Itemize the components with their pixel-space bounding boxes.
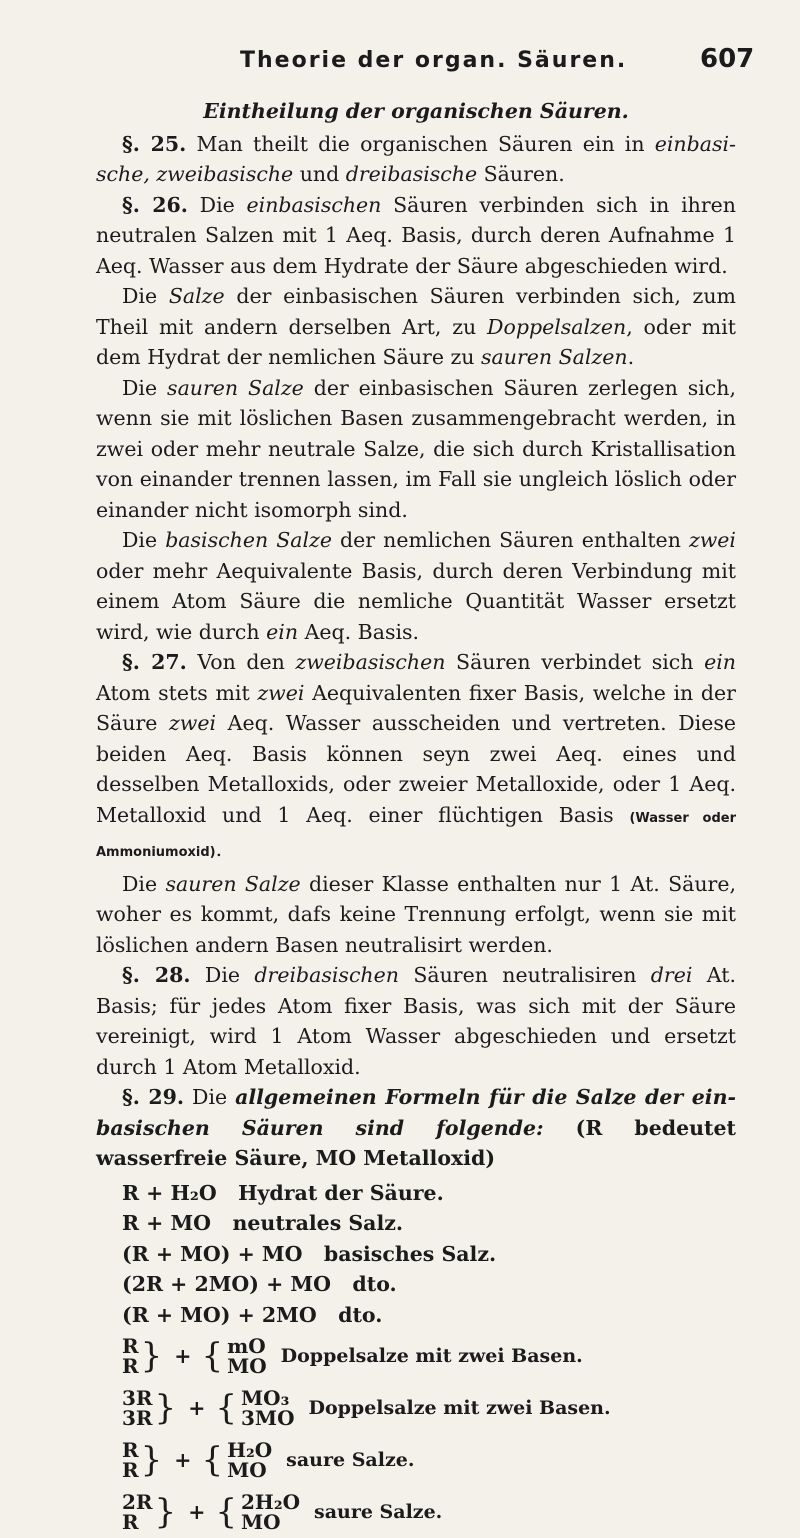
emphasis: ein: [704, 650, 736, 674]
formula-left-stack: [122, 1440, 139, 1480]
emphasis: ein: [266, 620, 298, 644]
text: Atom stets mit: [96, 681, 257, 705]
paragraph-27-saure-salze: [96, 869, 736, 961]
formula-term: 3R: [122, 1388, 153, 1408]
formula-line: [122, 1269, 736, 1300]
emphasis: sauren Salze: [165, 872, 300, 896]
brace-glyph: }: [155, 1391, 177, 1425]
formula-term: MO: [227, 1356, 267, 1376]
stacked-formula: [122, 1382, 736, 1434]
emphasis: einbasischen: [247, 193, 382, 217]
brace-glyph: {: [215, 1495, 237, 1529]
formula-line: [122, 1239, 736, 1270]
brace-glyph: }: [141, 1443, 163, 1477]
formula-term: R: [122, 1440, 139, 1460]
text: .: [216, 837, 223, 861]
formula-description: Doppelsalze mit zwei Basen.: [281, 1341, 583, 1372]
stacked-formula: [122, 1434, 736, 1486]
text: der nemlichen Säuren enthalten: [332, 528, 689, 552]
formula-term: 3R: [122, 1408, 153, 1428]
formula-term: R: [122, 1512, 153, 1532]
text: Die: [122, 872, 165, 896]
formula-description: dto.: [352, 1272, 396, 1296]
text: .: [628, 345, 635, 369]
text: und: [293, 162, 346, 186]
text: Die: [122, 376, 167, 400]
brace-glyph: {: [201, 1443, 223, 1477]
formula-term: 2R: [122, 1492, 153, 1512]
emphasis: zwei: [169, 711, 216, 735]
formula-term: R: [122, 1336, 139, 1356]
formula-line: [122, 1178, 736, 1209]
text: Säuren.: [477, 162, 565, 186]
running-head: Theorie der organ. Säuren.: [240, 48, 627, 73]
emphasis: zwei: [257, 681, 304, 705]
formula-left-stack: [122, 1336, 139, 1376]
text: (R bedeutet wasserfreie Säure, MO Metalloxid): [96, 1116, 736, 1171]
formula-term: MO₃: [241, 1388, 294, 1408]
emphasis: zwei: [689, 528, 736, 552]
emphasis: zweibasischen: [295, 650, 445, 674]
emphasis: dreibasischen: [254, 963, 399, 987]
formula-right-stack: [227, 1336, 267, 1376]
text: Aequivalenten fixer Basis, welche in der Säure: [96, 681, 736, 736]
emphasis: allgemeinen Formeln für die Salze der ein-basischen Säuren sind folgende:: [96, 1085, 736, 1140]
paragraph-25: [96, 129, 736, 190]
paragraph-29: [96, 1082, 736, 1174]
text: Aeq. Wasser ausscheiden und vertreten. Diese beiden Aeq. Basis können seyn zwei Aeq. eines und desselben Metalloxids, oder zweier Metalloxide, oder 1 Aeq. Metalloxid und 1 Aeq. einer flüchtigen Basis: [96, 711, 736, 827]
formula-description: neutrales Salz.: [232, 1211, 403, 1235]
formula-left-stack: [122, 1388, 153, 1428]
formula-left-stack: [122, 1492, 153, 1532]
text: Die: [122, 284, 169, 308]
text: At. Basis; für jedes Atom fixer Basis, was sich mit der Säure vereinigt, wird 1 Atom Wasser abgeschieden und ersetzt durch 1 Atom Metalloxid.: [96, 963, 736, 1079]
plus-sign: +: [188, 1497, 205, 1528]
plus-sign: +: [188, 1393, 205, 1424]
text: Die: [200, 193, 247, 217]
small-note: (Wasser oder Ammoniumoxid): [96, 811, 736, 861]
text: Die: [192, 1085, 235, 1109]
formula-list: [96, 1178, 736, 1538]
emphasis: einbasi-sche, zweibasische: [96, 132, 736, 187]
formula-term: 3MO: [241, 1408, 294, 1428]
formula-description: basisches Salz.: [324, 1242, 496, 1266]
formula-line: [122, 1208, 736, 1239]
formula-term: MO: [227, 1460, 272, 1480]
formula: (2R + 2MO) + MO: [122, 1272, 331, 1296]
brace-glyph: }: [155, 1495, 177, 1529]
text: dieser Klasse enthalten nur 1 At. Säure, woher es kommt, dafs keine Trennung erfolgt, wenn sie mit löslichen andern Basen neutralisirt werden.: [96, 872, 736, 957]
formula-description: dto.: [338, 1303, 382, 1327]
brace-glyph: }: [141, 1339, 163, 1373]
paragraph-26: [96, 190, 736, 282]
text: Von den: [197, 650, 295, 674]
paragraph-28: [96, 960, 736, 1082]
plus-sign: +: [174, 1445, 191, 1476]
text: Man theilt die organischen Säuren ein in: [196, 132, 654, 156]
section-title: Eintheilung der organischen Säuren.: [96, 96, 736, 127]
emphasis: drei: [651, 963, 693, 987]
emphasis: basischen Salze: [165, 528, 332, 552]
plus-sign: +: [174, 1341, 191, 1372]
formula-description: Doppelsalze mit zwei Basen.: [309, 1393, 611, 1424]
section-number: §. 29.: [122, 1085, 184, 1109]
emphasis: sauren Salze: [167, 376, 304, 400]
formula-term: H₂O: [227, 1440, 272, 1460]
formula-right-stack: [241, 1388, 294, 1428]
section-number: §. 26.: [122, 193, 188, 217]
formula: (R + MO) + MO: [122, 1242, 302, 1266]
formula: R + H₂O: [122, 1181, 217, 1205]
text: oder mehr Aequivalente Basis, durch deren Verbindung mit einem Atom Säure die nemliche Quantität Wasser ersetzt wird, wie durch: [96, 559, 736, 644]
text: Säuren verbinden sich in ihren neutralen Salzen mit 1 Aeq. Basis, durch deren Aufnahme 1 Aeq. Wasser aus dem Hydrate der Säure abgeschieden wird.: [96, 193, 736, 278]
formula-term: 2H₂O: [241, 1492, 300, 1512]
formula-term: mO: [227, 1336, 267, 1356]
page-body: [96, 96, 736, 1538]
formula-term: R: [122, 1460, 139, 1480]
formula: R + MO: [122, 1211, 211, 1235]
formula-line: [122, 1300, 736, 1331]
emphasis: sauren Salzen: [481, 345, 628, 369]
paragraph-26-salze: [96, 281, 736, 373]
emphasis: Salze: [169, 284, 225, 308]
formula-right-stack: [227, 1440, 272, 1480]
formula-description: Hydrat der Säure.: [238, 1181, 444, 1205]
paragraph-26-basische-salze: [96, 525, 736, 647]
text: Aeq. Basis.: [298, 620, 419, 644]
page-header: [0, 44, 800, 84]
text: der einbasischen Säuren verbinden sich, zum Theil mit andern derselben Art, zu: [96, 284, 736, 339]
emphasis: Doppelsalzen: [487, 315, 626, 339]
paragraph-27: [96, 647, 736, 869]
formula: (R + MO) + 2MO: [122, 1303, 317, 1327]
section-number: §. 25.: [122, 132, 186, 156]
formula-term: R: [122, 1356, 139, 1376]
stacked-formula: [122, 1330, 736, 1382]
brace-glyph: {: [201, 1339, 223, 1373]
page-number: 607: [700, 44, 754, 74]
paragraph-26-saure-salze: [96, 373, 736, 526]
emphasis: dreibasische: [346, 162, 477, 186]
section-number: §. 27.: [122, 650, 187, 674]
brace-glyph: {: [215, 1391, 237, 1425]
formula-description: saure Salze.: [314, 1497, 442, 1528]
formula-description: saure Salze.: [286, 1445, 414, 1476]
text: Säuren neutralisiren: [399, 963, 651, 987]
formula-right-stack: [241, 1492, 300, 1532]
stacked-formula: [122, 1486, 736, 1538]
text: Die: [122, 528, 165, 552]
text: , oder mit dem Hydrat der nemlichen Säure zu: [96, 315, 736, 370]
formula-term: MO: [241, 1512, 300, 1532]
text: Die: [205, 963, 255, 987]
section-number: §. 28.: [122, 963, 191, 987]
text: der einbasischen Säuren zerlegen sich, wenn sie mit löslichen Basen zusammengebracht werden, in zwei oder mehr neutrale Salze, die sich durch Kristallisation von einander trennen lassen, im Fall sie ungleich löslich oder einander nicht isomorph sind.: [96, 376, 736, 522]
text: Säuren verbindet sich: [445, 650, 704, 674]
